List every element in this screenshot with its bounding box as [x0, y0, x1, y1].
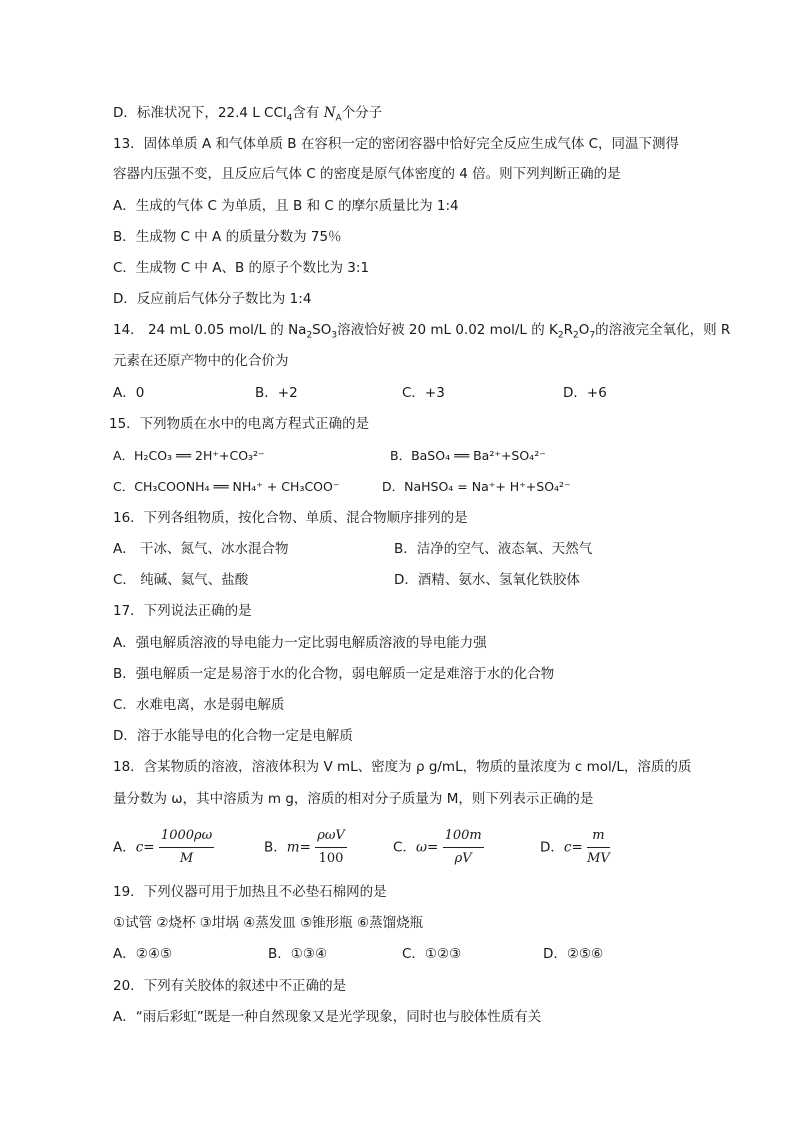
q17-option-b: B．强电解质一定是易溶于水的化合物，弱电解质一定是难溶于水的化合物 — [113, 666, 555, 682]
q19-option-a: A．②④⑤ — [113, 946, 173, 962]
q16-option-b: B．洁净的空气、液态氧、天然气 — [394, 541, 593, 557]
q19-stem: 19．下列仪器可用于加热且不必垫石棉网的是 — [113, 884, 387, 900]
q18-stem-line2: 量分数为 ω，其中溶质为 m g，溶质的相对分子质量为 M，则下列表示正确的是 — [113, 791, 594, 807]
q15-option-c: C．CH₃COONH₄ ══ NH₄⁺ + CH₃COO⁻ — [113, 479, 340, 494]
q14-option-c: C．+3 — [402, 385, 445, 401]
q14-stem-line2: 元素在还原产物中的化合价为 — [113, 353, 289, 369]
q18-option-d: D．c= $\frac{m}{MV}$ — [540, 826, 610, 869]
q15-option-b: B．BaSO₄ ══ Ba²⁺+SO₄²⁻ — [390, 448, 546, 463]
q16-option-a: A． 干冰、氮气、冰水混合物 — [113, 541, 289, 557]
q16-stem: 16．下列各组物质，按化合物、单质、混合物顺序排列的是 — [113, 510, 468, 526]
q14-option-a: A．0 — [113, 385, 145, 401]
q14-option-b: B．+2 — [255, 385, 298, 401]
q16-option-c: C． 纯碱、氦气、盐酸 — [113, 572, 249, 588]
q18-option-b-fraction: $\frac{\text{ρωV}}{100}$ — [317, 828, 345, 866]
q18-stem-line1: 18．含某物质的溶液，溶液体积为 V mL、密度为 ρ g/mL，物质的量浓度为 c mol/L，溶质的质 — [113, 759, 692, 775]
q18-option-b: B．m= $\frac{\text{ρωV}}{100}$ — [264, 826, 347, 869]
q19-option-b: B．①③④ — [268, 946, 328, 962]
q13-option-d: D．反应前后气体分子数比为 1:4 — [113, 291, 312, 307]
q12-option-d: D．标准状况下，22.4 L CCl$_4$含有 $N_A$个分子 — [113, 105, 383, 124]
q17-option-d: D．溶于水能导电的化合物一定是电解质 — [113, 728, 353, 744]
q17-stem: 17．下列说法正确的是 — [113, 603, 252, 619]
q18-option-d-fraction: $\frac{m}{MV}$ — [587, 828, 610, 866]
q13-stem-line2: 容器内压强不变，且反应后气体 C 的密度是原气体密度的 4 倍。则下列判断正确的是 — [113, 166, 621, 182]
q17-option-a: A．强电解质溶液的导电能力一定比弱电解质溶液的导电能力强 — [113, 635, 487, 651]
q18-option-c: C．ω= $\frac{100m}{\rho V}$ — [393, 826, 484, 869]
q13-option-a: A．生成的气体 C 为单质，且 B 和 C 的摩尔质量比为 1:4 — [113, 198, 459, 214]
q20-stem: 20．下列有关胶体的叙述中不正确的是 — [113, 978, 347, 994]
q17-option-c: C．水难电离，水是弱电解质 — [113, 697, 285, 713]
q19-option-c: C．①②③ — [402, 946, 462, 962]
q18-option-a: A．c= $\frac{1000\rho\omega}{M}$ — [113, 826, 214, 869]
q19-items: ①试管 ②烧杯 ③坩埚 ④蒸发皿 ⑤锥形瓶 ⑥蒸馏烧瓶 — [113, 915, 424, 931]
q15-stem: 15．下列物质在水中的电离方程式正确的是 — [109, 416, 370, 432]
q18-option-c-fraction: $\frac{100m}{\rho V}$ — [444, 828, 482, 866]
q13-option-b: B．生成物 C 中 A 的质量分数为 75％ — [113, 229, 342, 245]
q13-option-c: C．生成物 C 中 A、B 的原子个数比为 3:1 — [113, 260, 370, 276]
q14-option-d: D．+6 — [563, 385, 607, 401]
q18-option-a-fraction: $\frac{1000\rho\omega}{M}$ — [160, 828, 213, 866]
q20-option-a: A．“雨后彩虹”既是一种自然现象又是光学现象，同时也与胶体性质有关 — [113, 1009, 542, 1025]
q13-stem-line1: 13．固体单质 A 和气体单质 B 在容积一定的密闭容器中恰好完全反应生成气体 C，同温下测得 — [113, 136, 680, 152]
q19-option-d: D．②⑤⑥ — [543, 946, 604, 962]
q16-option-d: D．酒精、氨水、氢氧化铁胶体 — [394, 572, 580, 588]
q15-option-a: A．H₂CO₃ ══ 2H⁺+CO₃²⁻ — [113, 448, 265, 463]
q15-option-d: D．NaHSO₄ = Na⁺+ H⁺+SO₄²⁻ — [382, 479, 571, 494]
q14-stem-line1: 14． 24 mL 0.05 mol/L 的 $Na_2SO_3$溶液恰好被 20 mL 0.02 mol/L 的 $K_2R_2O_7$的溶液完全氧化，则 R — [113, 322, 731, 341]
